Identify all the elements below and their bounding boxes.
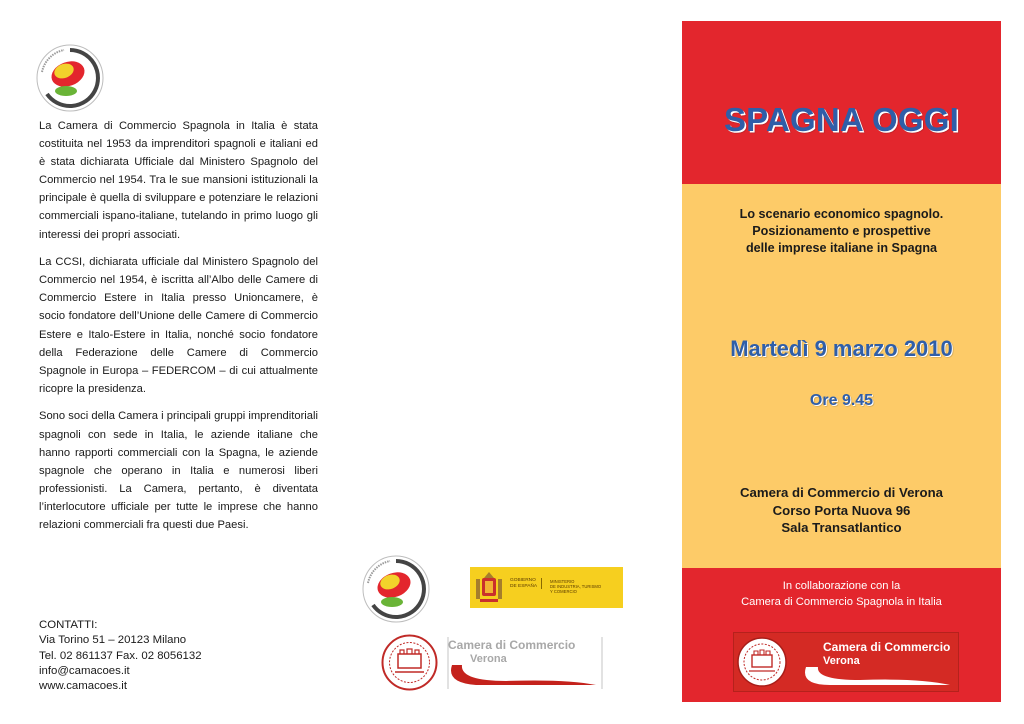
event-title: SPAGNA OGGI (723, 101, 960, 138)
verona-badge (733, 632, 959, 692)
gov-ministry (550, 579, 601, 594)
gov-name (510, 578, 542, 589)
gov-name-line-2: DE ESPAÑA (510, 583, 538, 589)
gov-ministry-line-3: Y COMERCIO (550, 589, 577, 594)
venue-line-3: Sala Transatlantico (781, 520, 902, 536)
header-panel (682, 21, 1001, 184)
subtitle-line-1: Lo scenario economico spagnolo. (739, 207, 944, 221)
contacts-address: Via Torino 51 – 20123 Milano (39, 634, 187, 647)
contacts-phone: Tel. 02 861137 Fax. 02 8056132 (39, 649, 202, 662)
ccsi-logo-icon (360, 553, 432, 625)
gov-ministry-line-1: MINISTERIO (550, 579, 575, 584)
collaboration-panel (682, 568, 1001, 702)
venue-line-1: Camera di Commercio di Verona (739, 485, 943, 500)
event-subtitle (682, 206, 1001, 257)
collaboration-text (682, 579, 1001, 610)
subtitle-line-2: Posizionamento e prospettive (752, 224, 931, 238)
verona-logo-line-2: Verona (470, 653, 507, 665)
collab-line-2: Camera di Commercio Spagnola in Italia (741, 595, 942, 608)
verona-badge-graphic (734, 633, 958, 691)
collab-line-1: In collaborazione con la (782, 580, 901, 592)
verona-badge-line-1: Camera di Commercio (823, 640, 951, 654)
description-paragraph-1: La Camera di Commercio Spagnola in Italia è stata costituita nel 1953 da imprenditori spagnoli e italiani ed è stata dichiarata Ufficiale dal Ministero Spagnolo del Commercio nel 1954. Tra le sue mansioni istituzionali la principale è quella di sviluppare e potenziare le relazioni commerciali ispano-italiane, tutelando in primo luogo gli interessi dei propri associati. (39, 120, 318, 241)
event-time: Ore 9.45 (809, 392, 874, 409)
chamber-description (39, 117, 318, 544)
contacts-website[interactable]: www.camacoes.it (39, 680, 127, 693)
verona-seal-icon (381, 634, 438, 691)
ccsi-logo-icon (34, 42, 106, 114)
event-info-panel (682, 184, 1001, 568)
spanish-crest-icon (474, 570, 504, 606)
contacts-heading: CONTATTI: (39, 619, 98, 631)
gobierno-espana-logo (470, 567, 623, 608)
gov-name-line-1: GOBIERNO (510, 578, 536, 583)
contacts-email[interactable]: info@camacoes.it (39, 664, 130, 677)
event-venue (682, 484, 1001, 537)
subtitle-line-3: delle imprese italiane in Spagna (745, 241, 938, 255)
verona-logo-line-1: Camera di Commercio (448, 638, 576, 652)
description-paragraph-2: La CCSI, dichiarata ufficiale dal Ministero Spagnolo del Commercio nel 1954, è iscritta all’Albo delle Camere di Commercio Estere in Italia presso Unioncamere, è socio fondatore dell’Unione delle Camere di Commercio Estere e Italo-Estere in Italia, nonché socio fondatore della Federazione delle Camere di Commercio Spagnole in Europa – FEDERCOM – di cui attualmente ricopre la presidenza. (39, 256, 318, 395)
verona-badge-line-2: Verona (823, 655, 860, 667)
gov-ministry-line-2: DE INDUSTRIA, TURISMO (550, 584, 602, 589)
event-date: Martedì 9 marzo 2010 (730, 336, 953, 361)
contacts-block (39, 618, 299, 694)
camera-commercio-verona-logo (446, 635, 606, 691)
venue-line-2: Corso Porta Nuova 96 (772, 502, 911, 518)
description-paragraph-3: Sono soci della Camera i principali gruppi imprenditoriali spagnoli con sede in Italia, le aziende italiane che hanno rapporti commerciali con la Spagna, le aziende spagnole che operano in Italia e numerosi liberi professionisti. La Camera, pertanto, è diventata l’interlocutore ufficiale per tutte le imprese che hanno relazioni commerciali fra questi due Paesi. (39, 410, 318, 531)
